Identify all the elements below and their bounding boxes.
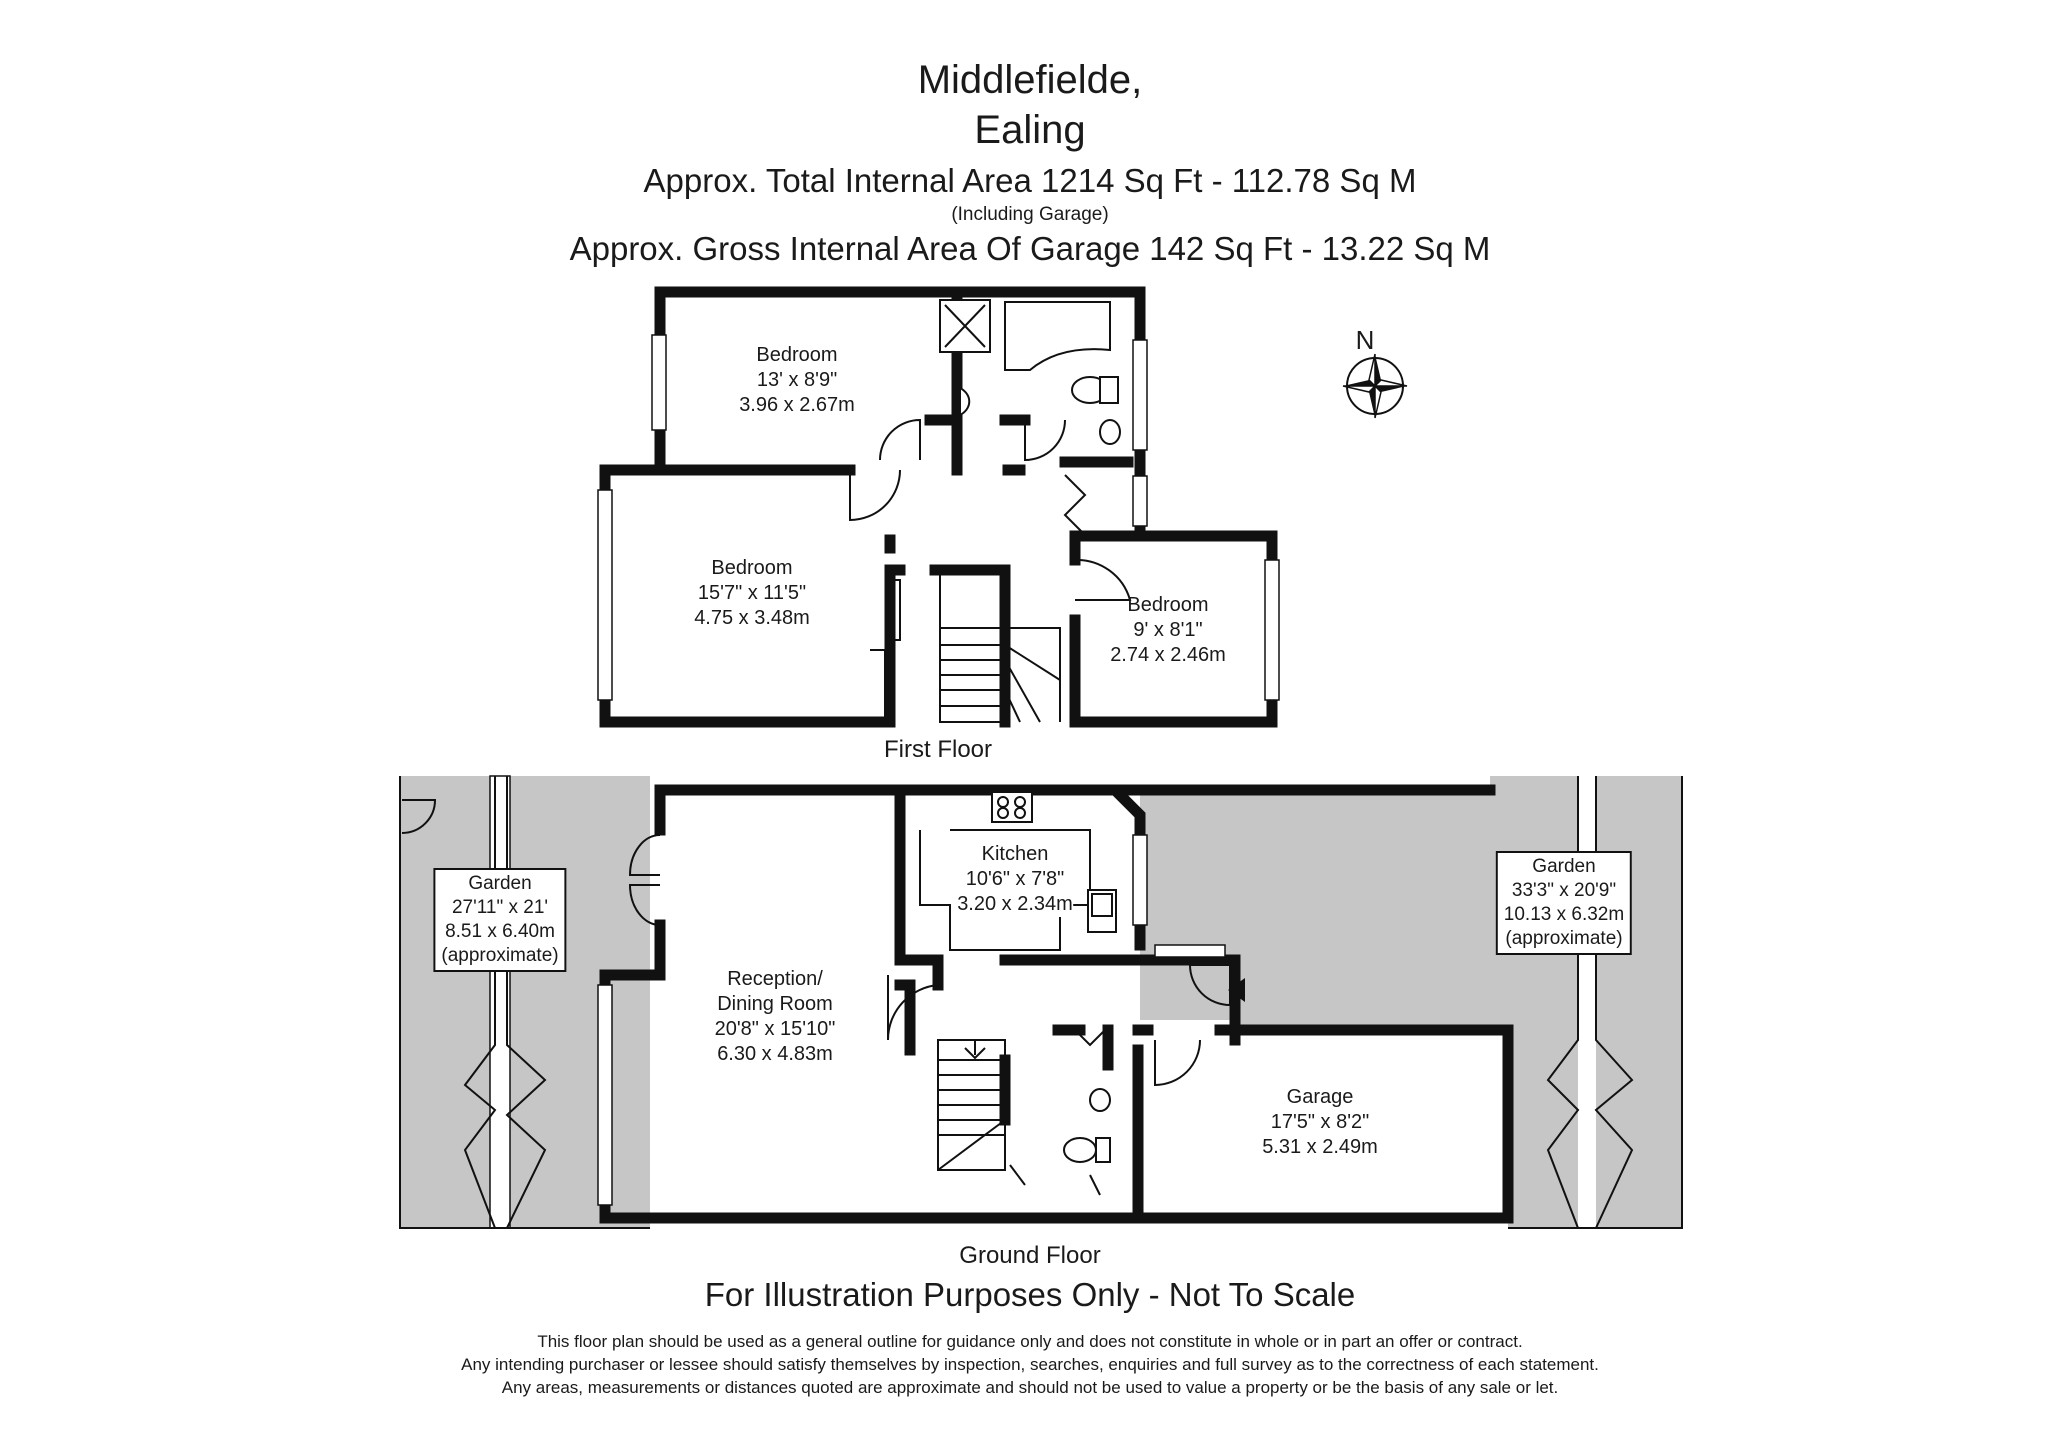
window [598,985,612,1205]
room-imperial: 15'7" x 11'5" [697,582,807,604]
garden-name: Garden [1532,856,1596,877]
room-metric: 4.75 x 3.48m [694,607,810,629]
room-imperial: 20'8" x 15'10" [714,1018,836,1040]
illustration-notice: For Illustration Purposes Only - Not To Scale [704,1276,1356,1313]
compass-north-label: N [1355,325,1375,355]
title-line-1: Middlefielde, [917,58,1143,102]
room-imperial: 9' x 8'1" [1133,619,1203,641]
room-label-garage [1262,1085,1378,1160]
room-name: Reception/ [727,968,823,990]
garden-name: Garden [468,873,532,894]
window [1155,945,1225,957]
garden-imperial: 27'11" x 21' [451,897,549,918]
door-swing [850,470,900,520]
room-name: Garage [1286,1086,1354,1108]
window [1265,560,1279,700]
disclaimer [461,1330,1599,1399]
room-label-kitchen [957,842,1073,917]
room-imperial: 10'6" x 7'8" [965,868,1065,890]
room-label-bedroom-1 [739,343,855,418]
room-label-bedroom-3 [1110,593,1226,668]
cupboard-door [1065,475,1085,535]
total-area: Approx. Total Internal Area 1214 Sq Ft - 112.78 Sq M [643,162,1417,199]
title-line-2: Ealing [974,108,1086,152]
garden-note: (approximate) [441,945,559,966]
basin-icon [960,388,969,415]
window [598,490,612,700]
basin-icon [1090,1089,1110,1111]
room-metric: 5.31 x 2.49m [1262,1136,1378,1158]
window [652,335,666,430]
garage-area: Approx. Gross Internal Area Of Garage 142 Sq Ft - 13.22 Sq M [569,230,1491,267]
compass-icon [1343,354,1407,418]
disclaimer-line: Any intending purchaser or lessee should satisfy themselves by inspection, searches, enquiries and full survey as to the correctness of each statement. [461,1355,1599,1374]
garden-metric: 8.51 x 6.40m [445,921,555,942]
room-metric: 2.74 x 2.46m [1110,644,1226,666]
room-name-line2: Dining Room [717,993,833,1015]
room-metric: 6.30 x 4.83m [717,1043,833,1065]
disclaimer-line: Any areas, measurements or distances quoted are approximate and should not be used to value a property or be the basis of any sale or let. [501,1378,1559,1397]
ground-floor-label: Ground Floor [959,1242,1101,1269]
room-label-reception [715,967,836,1067]
toilet-icon [1064,1138,1096,1162]
room-metric: 3.96 x 2.67m [739,394,855,416]
garden-metric: 10.13 x 6.32m [1503,904,1625,925]
window [1133,476,1147,526]
door-swing [1025,420,1065,460]
room-name: Kitchen [981,843,1049,865]
window [1133,340,1147,450]
window [1133,835,1147,925]
ground-floor-stairs [938,1040,1005,1170]
hob-icon [992,792,1032,822]
garden-note: (approximate) [1505,928,1623,949]
garden-label-left [433,868,566,972]
garden-imperial: 33'3" x 20'9" [1511,880,1617,901]
door-swing [1010,1165,1100,1195]
garden-label-right [1496,851,1632,955]
bath-icon [1005,302,1110,370]
room-name: Bedroom [1127,594,1209,616]
garden-right-area [1140,776,1682,1228]
room-metric: 3.20 x 2.34m [957,893,1073,915]
door-swing [1155,1040,1200,1085]
door-swing [880,420,920,460]
room-imperial: 17'5" x 8'2" [1270,1111,1370,1133]
room-label-bedroom-2 [694,556,810,631]
room-name: Bedroom [756,344,838,366]
room-name: Bedroom [711,557,793,579]
disclaimer-line: This floor plan should be used as a general outline for guidance only and does not constitute in whole or in part an offer or contract. [537,1332,1523,1351]
first-floor-label: First Floor [884,736,992,763]
basin-icon [1100,420,1120,444]
room-imperial: 13' x 8'9" [756,369,838,391]
including-garage-note: (Including Garage) [951,204,1109,225]
